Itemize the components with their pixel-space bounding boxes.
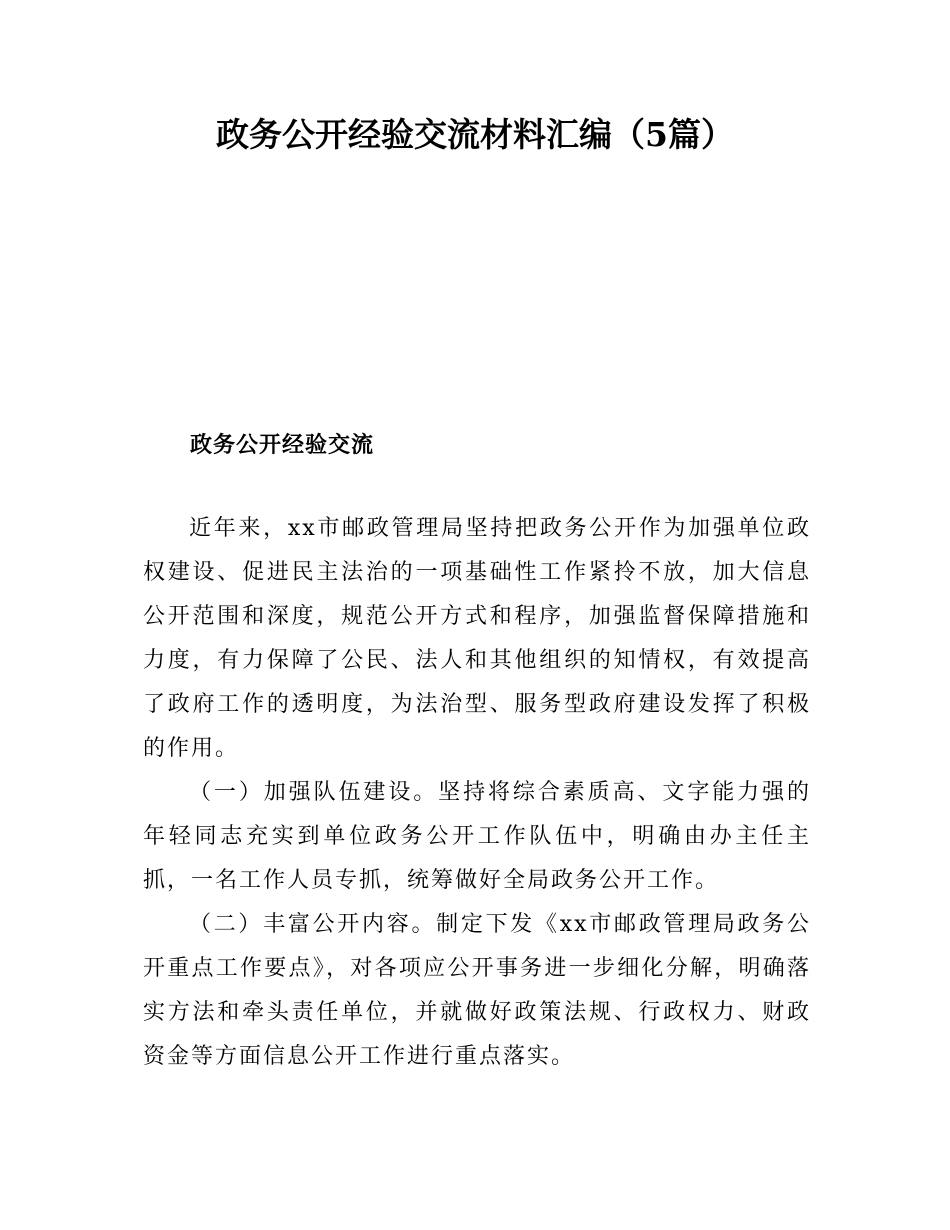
paragraph-intro: 近年来，xx市邮政管理局坚持把政务公开作为加强单位政权建设、促进民主法治的一项基础性工作紧拎不放，加大信息公开范围和深度，规范公开方式和程序，加强监督保障措施和力度，有力保障了公民、法人和其他组织的知情权，有效提高了政府工作的透明度，为法治型、服务型政府建设发挥了积极的作用。 bbox=[143, 516, 811, 761]
paragraph-team-building: （一）加强队伍建设。坚持将综合素质高、文字能力强的年轻同志充实到单位政务公开工作队伍中，明确由办主任主抓，一名工作人员专抓，统筹做好全局政务公开工作。 bbox=[143, 780, 811, 893]
body-text bbox=[143, 507, 811, 1079]
document-title: 政务公开经验交流材料汇编（5篇） bbox=[216, 115, 734, 154]
paragraph-content-enrichment: （二）丰富公开内容。制定下发《xx市邮政管理局政务公开重点工作要点》，对各项应公开事务进一步细化分解，明确落实方法和牵头责任单位，并就做好政策法规、行政权力、财政资金等方面信息公开工作进行重点落实。 bbox=[143, 912, 811, 1069]
section-heading: 政务公开经验交流 bbox=[190, 432, 375, 458]
